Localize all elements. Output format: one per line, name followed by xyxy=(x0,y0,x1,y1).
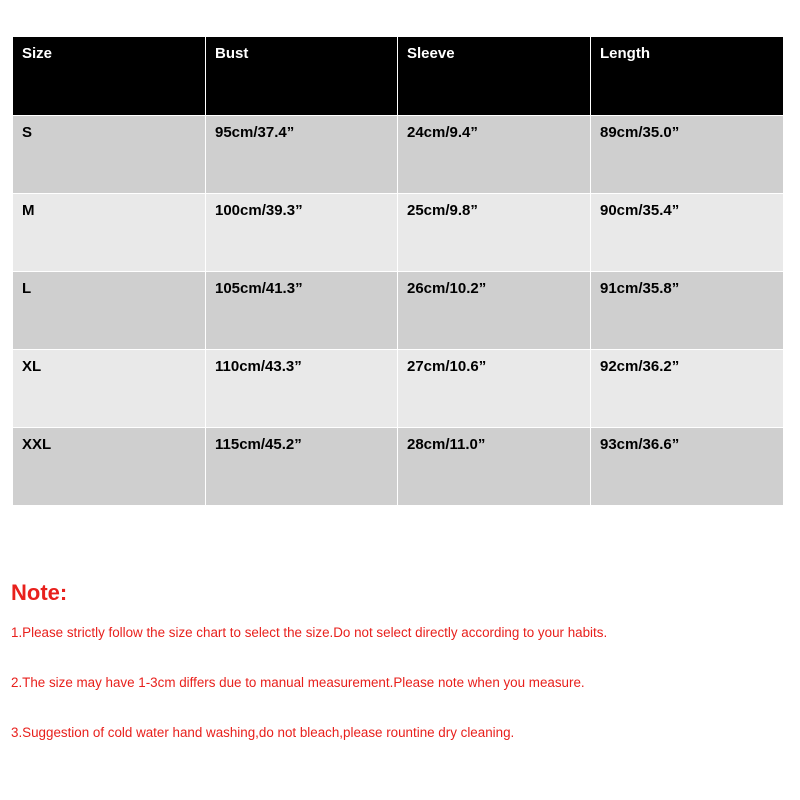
cell-length: 92cm/36.2” xyxy=(591,350,784,428)
header-size: Size xyxy=(13,37,206,116)
cell-size: S xyxy=(13,116,206,194)
cell-size: M xyxy=(13,194,206,272)
cell-size: XXL xyxy=(13,428,206,506)
cell-bust: 95cm/37.4” xyxy=(206,116,398,194)
table-row xyxy=(13,350,784,428)
cell-bust: 115cm/45.2” xyxy=(206,428,398,506)
note-line-1: 1.Please strictly follow the size chart to select the size.Do not select directly according to your habits. xyxy=(11,625,608,640)
table-row xyxy=(13,116,784,194)
cell-bust: 105cm/41.3” xyxy=(206,272,398,350)
cell-length: 91cm/35.8” xyxy=(591,272,784,350)
header-bust: Bust xyxy=(206,37,398,116)
cell-bust: 110cm/43.3” xyxy=(206,350,398,428)
table-row xyxy=(13,428,784,506)
cell-sleeve: 27cm/10.6” xyxy=(398,350,591,428)
note-title: Note: xyxy=(11,580,68,605)
size-chart-table xyxy=(12,36,784,506)
cell-size: XL xyxy=(13,350,206,428)
cell-length: 90cm/35.4” xyxy=(591,194,784,272)
table-header-row xyxy=(13,37,784,116)
note-line-2: 2.The size may have 1-3cm differs due to manual measurement.Please note when you measure. xyxy=(11,675,585,690)
notes-section xyxy=(11,578,796,742)
cell-bust: 100cm/39.3” xyxy=(206,194,398,272)
cell-sleeve: 25cm/9.8” xyxy=(398,194,591,272)
header-sleeve: Sleeve xyxy=(398,37,591,116)
cell-sleeve: 24cm/9.4” xyxy=(398,116,591,194)
table-row xyxy=(13,194,784,272)
cell-size: L xyxy=(13,272,206,350)
note-line-3: 3.Suggestion of cold water hand washing,do not bleach,please rountine dry cleaning. xyxy=(11,725,515,740)
header-length: Length xyxy=(591,37,784,116)
cell-length: 93cm/36.6” xyxy=(591,428,784,506)
cell-sleeve: 28cm/11.0” xyxy=(398,428,591,506)
table-row xyxy=(13,272,784,350)
cell-length: 89cm/35.0” xyxy=(591,116,784,194)
cell-sleeve: 26cm/10.2” xyxy=(398,272,591,350)
